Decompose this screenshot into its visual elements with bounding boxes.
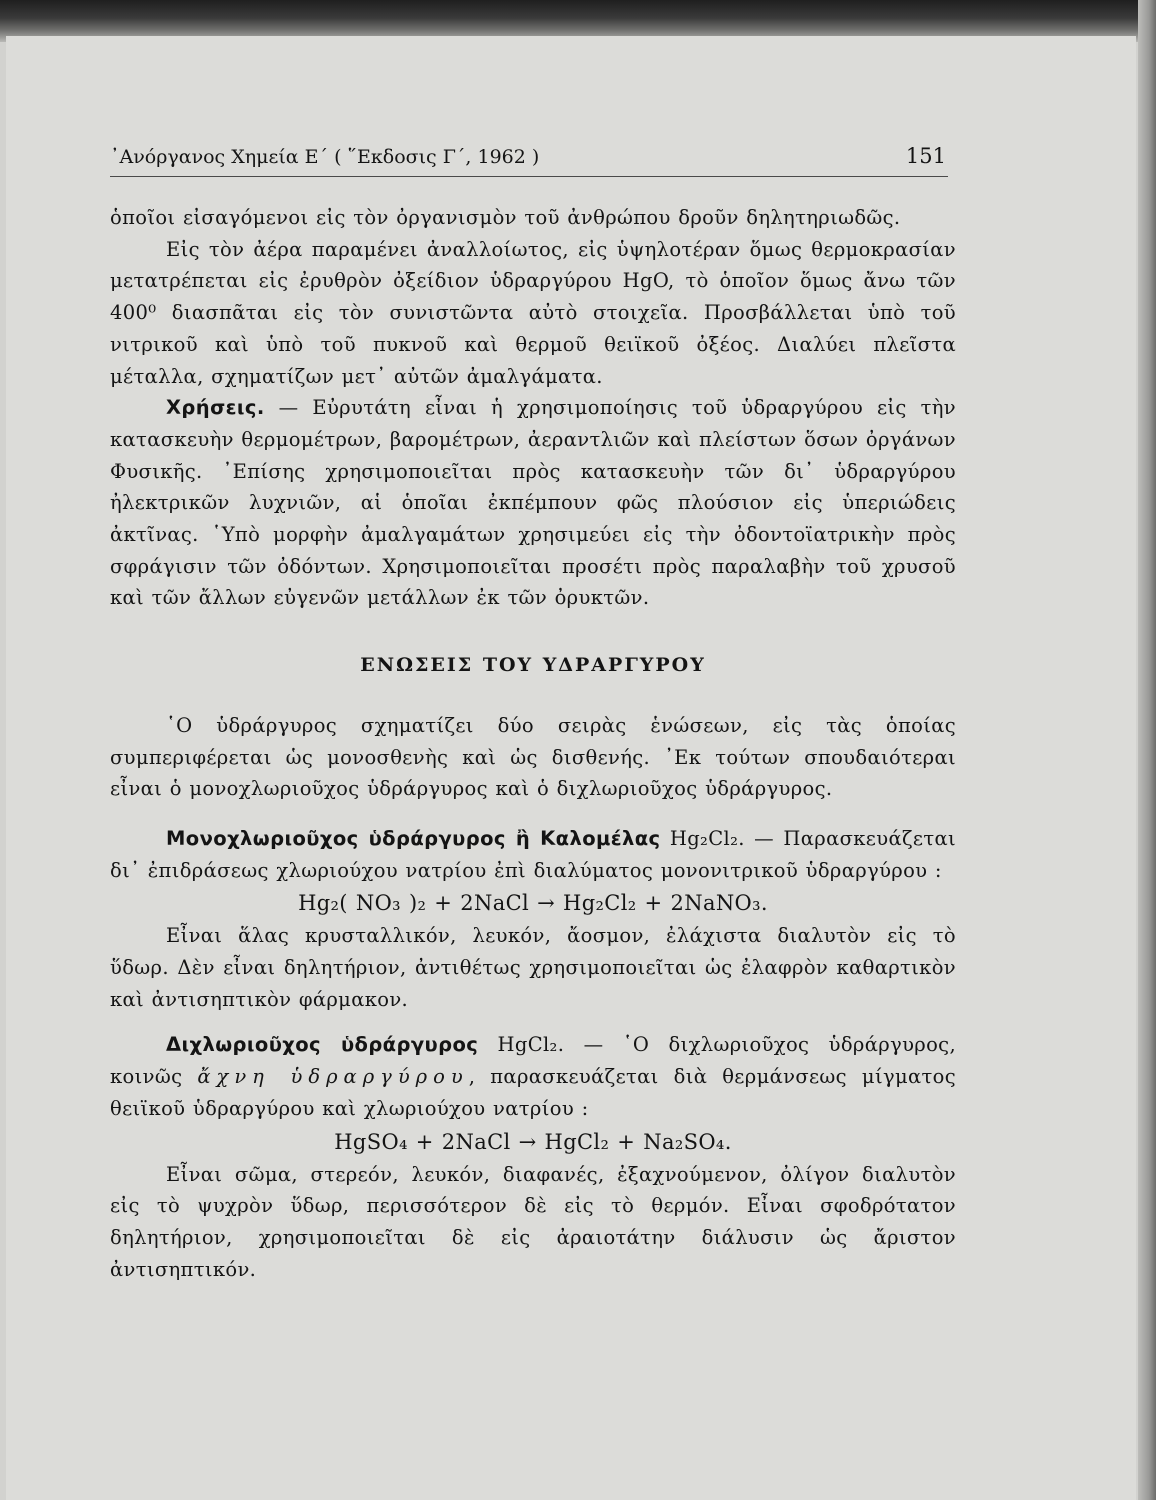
sublimate-text-b: , παρασκευάζεται διὰ θερμάνσεως μίγματος θειϊκοῦ ὑδραργύρου καὶ χλωριούχου νατρίου : bbox=[110, 1065, 956, 1120]
page-body bbox=[110, 202, 956, 1285]
sublimate-text-a: — ῾Ο διχλωριοῦχος ὑδράργυρος, κοινῶς bbox=[110, 1033, 956, 1089]
calomel-formula: Hg₂Cl₂. bbox=[660, 826, 745, 850]
sublimate-heading: Διχλωριοῦχος ὑδράργυρος bbox=[166, 1033, 479, 1057]
spacer bbox=[110, 682, 956, 710]
spacer bbox=[110, 1015, 956, 1029]
uses-heading: Χρήσεις. bbox=[166, 396, 265, 420]
paragraph-properties: Εἰς τὸν ἀέρα παραμένει ἀναλλοίωτος, εἰς ὑψηλοτέραν ὅμως θερμοκρασίαν μετατρέπεται εἰς ἐρυθρὸν ὀξείδιον ὑδραργύρου HgO, τὸ ὁποῖον ὅμως ἄνω τῶν 400⁰ διασπᾶται εἰς τὸν συνιστῶντα αὐτὸ στοιχεῖα. Προσβάλλεται ὑπὸ τοῦ νιτρικοῦ καὶ ὑπὸ τοῦ πυκνοῦ καὶ θερμοῦ θειϊκοῦ ὀξέος. Διαλύει πλεῖστα μέταλλα, σχηματίζων μετ᾿ αὐτῶν ἀμαλγάματα. bbox=[110, 237, 956, 388]
paragraph-sublimate bbox=[110, 1029, 956, 1124]
paragraph-uses bbox=[110, 392, 956, 614]
section-heading: ΕΝΩΣΕΙΣ ΤΟΥ ΥΔΡΑΡΓΥΡΟΥ bbox=[360, 654, 706, 677]
book-page bbox=[6, 36, 1136, 1500]
spacer bbox=[110, 614, 956, 650]
equation-sublimate: HgSO₄ + 2NaCl → HgCl₂ + Na₂SO₄. bbox=[334, 1129, 732, 1154]
calomel-heading: Μονοχλωριοῦχος ὑδράργυρος ἢ Καλομέλας bbox=[166, 826, 661, 850]
paragraph-sublimate-properties: Εἶναι σῶμα, στερεόν, λευκόν, διαφανές, ἐξαχνούμενον, ὀλίγον διαλυτὸν εἰς τὸ ψυχρὸν ὕδωρ, περισσότερον δὲ εἰς τὸ θερμόν. Εἶναι σφοδρότατον δηλητήριον, χρησιμοποιεῖται δὲ εἰς ἀραιοτάτην διάλυσιν ὡς ἄριστον ἀντισηπτικόν. bbox=[110, 1162, 956, 1281]
running-header bbox=[110, 140, 948, 177]
spacer bbox=[110, 805, 956, 823]
equation-calomel: Hg₂( NO₃ )₂ + 2NaCl → Hg₂Cl₂ + 2NaNO₃. bbox=[298, 891, 768, 916]
paragraph-compounds-intro: ῾Ο ὑδράργυρος σχηματίζει δύο σειρὰς ἑνώσεων, εἰς τὰς ὁποίας συμπεριφέρεται ὡς μονοσθενὴς καὶ ὡς δισθενής. ᾿Εκ τούτων σπουδαιότεραι εἶναι ὁ μονοχλωριοῦχος ὑδράργυρος καὶ ὁ διχλωριοῦχος ὑδράργυρος. bbox=[110, 713, 956, 801]
page-number: 151 bbox=[905, 144, 946, 168]
uses-text: — Εὐρυτάτη εἶναι ἡ χρησιμοποίησις τοῦ ὑδραργύρου εἰς τὴν κατασκευὴν θερμομέτρων, βαρομέτρων, ἀεραντλιῶν καὶ πλείστων ὅσων ὀργάνων Φυσικῆς. ᾿Επίσης χρησιμοποιεῖται πρὸς κατασκευὴν τῶν δι᾿ ὑδραργύρου ἠλεκτρικῶν λυχνιῶν, αἱ ὁποῖαι ἐκπέμπουν φῶς πλούσιον εἰς ὑπεριώδεις ἀκτῖνας. ῾Υπὸ μορφὴν ἀμαλγαμάτων χρησιμεύει εἰς τὴν ὀδοντοϊατρικὴν πρὸς σφράγισιν τῶν ὀδόντων. Χρησιμοποιεῖται προσέτι πρὸς παραλαβὴν τοῦ χρυσοῦ καὶ τῶν ἄλλων εὐγενῶν μετάλλων ἐκ τῶν ὀρυκτῶν. bbox=[110, 396, 956, 610]
sublimate-formula: HgCl₂. bbox=[478, 1033, 565, 1057]
calomel-text: — Παρασκευάζεται δι᾿ ἐπιδράσεως χλωριούχου νατρίου ἐπὶ διαλύματος μονονιτρικοῦ ὑδραργύρου : bbox=[110, 826, 956, 882]
page-edge bbox=[1138, 0, 1156, 1500]
header-title: ᾿Ανόργανος Χημεία Ε΄ ( ῞Εκδοσις Γ΄, 1962 ) bbox=[110, 146, 540, 168]
paragraph-calomel-properties: Εἶναι ἅλας κρυσταλλικόν, λευκόν, ἄοσμον, ἐλάχιστα διαλυτὸν εἰς τὸ ὕδωρ. Δὲν εἶναι δηλητήριον, ἀντιθέτως χρησιμοποιεῖται ὡς ἐλαφρὸν καθαρτικὸν καὶ ἀντισηπτικὸν φάρμακον. bbox=[110, 924, 956, 1011]
paragraph-calomel bbox=[110, 823, 956, 886]
paragraph-continuation: ὁποῖοι εἰσαγόμενοι εἰς τὸν ὀργανισμὸν τοῦ ἀνθρώπου δροῦν δηλητηριωδῶς. bbox=[110, 206, 901, 229]
sublimate-common-name: ἄχνη ὑδραργύρου bbox=[197, 1065, 469, 1089]
